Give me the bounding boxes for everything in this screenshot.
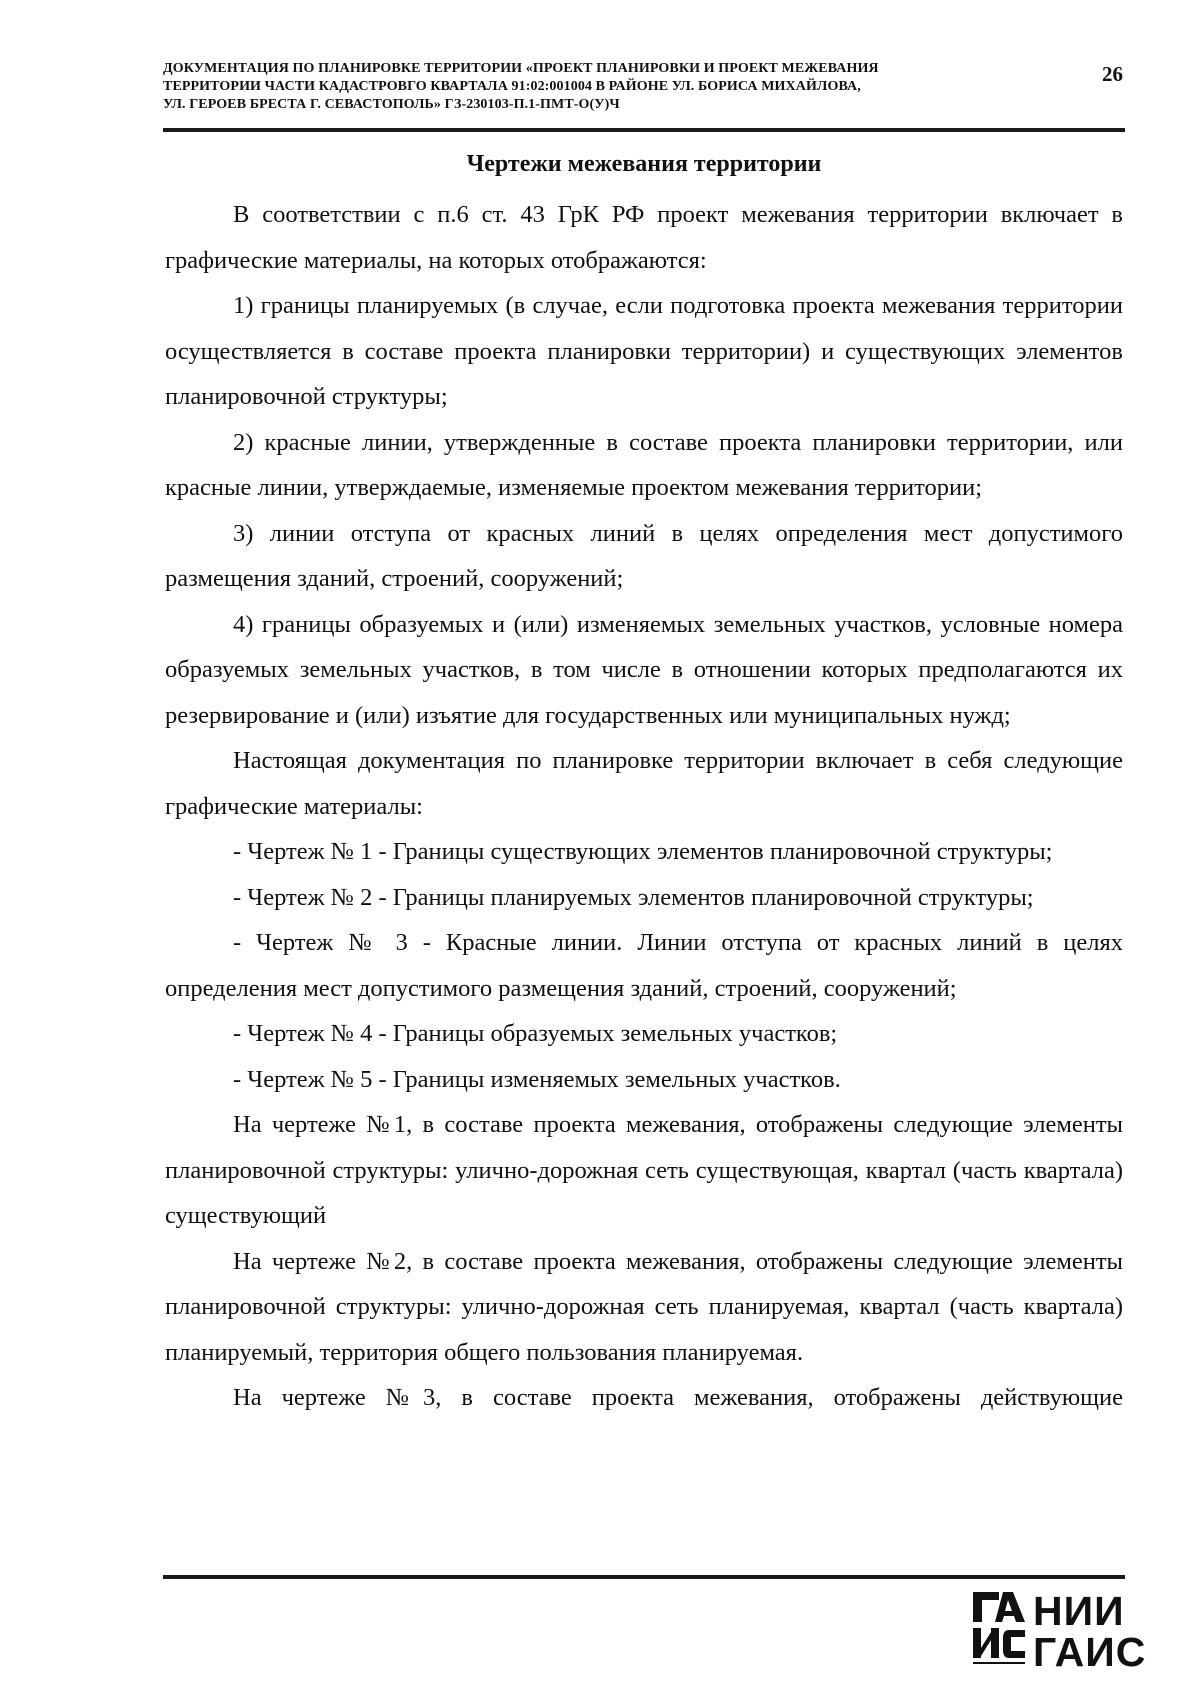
paragraph: На чертеже №2, в составе проекта межевания, отображены следующие элементы планировочной структуры: улично-дорожная сеть планируемая, квартал (часть квартала) планируемый, территория общего пользования планируемая. — [165, 1247, 1123, 1366]
paragraph: В соответствии с п.6 ст. 43 ГрК РФ проект межевания территории включает в графические материалы, на которых отображаются: — [165, 201, 1123, 274]
drawing-list-item: - Чертеж № 4 - Границы образуемых земельных участков; — [233, 1020, 838, 1047]
section-title: Чертежи межевания территории — [466, 151, 822, 177]
drawing-list-item: - Чертеж № 5 - Границы изменяемых земельных участков. — [233, 1065, 841, 1093]
header-divider — [163, 128, 1125, 132]
document-header — [163, 60, 1123, 114]
header-line: ДОКУМЕНТАЦИЯ ПО ПЛАНИРОВКЕ ТЕРРИТОРИИ «ПРОЕКТ ПЛАНИРОВКИ И ПРОЕКТ МЕЖЕВАНИЯ — [163, 61, 879, 76]
header-title — [163, 60, 1053, 114]
header-line: УЛ. ГЕРОЕВ БРЕСТА Г. СЕВАСТОПОЛЬ» ГЗ-230103-П.1-ПМТ-О(У)Ч — [163, 97, 620, 112]
drawing-list-item: - Чертеж № 1 - Границы существующих элементов планировочной структуры; — [233, 838, 1053, 865]
logo-text: ГАИС — [1033, 1629, 1147, 1675]
paragraph: На чертеже №1, в составе проекта межевания, отображены следующие элементы планировочной структуры: улично-дорожная сеть существующая, квартал (часть квартала) существующий — [165, 1111, 1123, 1229]
logo-text: НИИ — [1033, 1588, 1125, 1634]
page-number: 26 — [1102, 62, 1123, 86]
niigais-logo-mark-icon — [973, 1590, 1025, 1670]
list-item: 1) границы планируемых (в случае, если подготовка проекта межевания территории осуществляется в составе проекта планировки территории) и существующих элементов планировочной структуры; — [165, 292, 1123, 410]
paragraph: Настоящая документация по планировке территории включает в себя следующие графические материалы: — [165, 747, 1123, 820]
list-item: 2) красные линии, утвержденные в составе проекта планировки территории, или красные линии, утверждаемые, изменяемые проектом межевания территории; — [165, 428, 1123, 501]
list-item: 3) линии отступа от красных линий в целях определения мест допустимого размещения зданий, строений, сооружений; — [165, 519, 1123, 592]
drawing-list-item: - Чертеж № 3 - Красные линии. Линии отступа от красных линий в целях определения мест допустимого размещения зданий, строений, сооружений; — [165, 929, 1123, 1002]
list-item: 4) границы образуемых и (или) изменяемых земельных участков, условные номера образуемых земельных участков, в том числе в отношении которых предполагаются их резервирование и (или) изъятие для государственных или муниципальных нужд; — [165, 610, 1123, 729]
niigais-logo — [973, 1588, 1147, 1676]
header-line: ТЕРРИТОРИИ ЧАСТИ КАДАСТРОВГО КВАРТАЛА 91:02:001004 В РАЙОНЕ УЛ. БОРИСА МИХАЙЛОВА, — [163, 79, 861, 94]
footer-divider — [163, 1575, 1125, 1579]
drawing-list-item: - Чертеж № 2 - Границы планируемых элементов планировочной структуры; — [233, 883, 1034, 911]
paragraph: На чертеже №3, в составе проекта межевания, отображены действующие — [233, 1384, 1123, 1411]
document-body — [165, 192, 1123, 1421]
